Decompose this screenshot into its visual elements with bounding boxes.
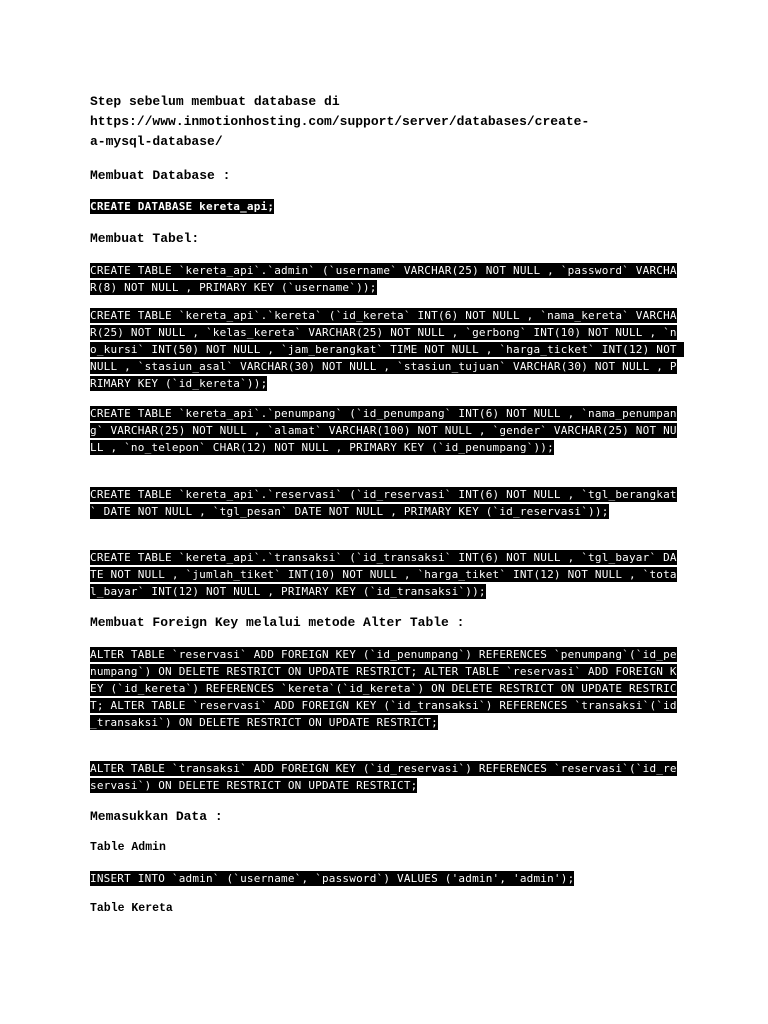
heading-foreign-key: Membuat Foreign Key melalui metode Alter Table : xyxy=(90,615,465,630)
intro-link[interactable]: https://www.inmotionhosting.com/support/server/databases/create- xyxy=(90,114,590,129)
heading-table-admin: Table Admin xyxy=(90,841,166,854)
code-create-table-admin xyxy=(90,262,678,296)
alter-transaksi-sql: ALTER TABLE `transaksi` ADD FOREIGN KEY (`id_reservasi`) REFERENCES `reservasi`(`id_reservasi`) ON DELETE RESTRICT ON UPDATE RESTRICT; xyxy=(90,762,677,792)
code-insert-admin xyxy=(90,870,678,887)
heading-membuat-tabel: Membuat Tabel: xyxy=(90,231,200,246)
code-alter-reservasi xyxy=(90,646,678,731)
code-alter-transaksi xyxy=(90,760,678,794)
heading-memasukkan-data: Memasukkan Data : xyxy=(90,809,223,824)
create-table-reservasi-sql: CREATE TABLE `kereta_api`.`reservasi` (`id_reservasi` INT(6) NOT NULL , `tgl_berangkat` DATE NOT NULL , `tgl_pesan` DATE NOT NULL , PRIMARY KEY (`id_reservasi`)); xyxy=(90,488,677,518)
insert-admin-sql: INSERT INTO `admin` (`username`, `password`) VALUES ('admin', 'admin'); xyxy=(90,872,575,885)
intro-link-continued[interactable]: a-mysql-database/ xyxy=(90,134,223,149)
code-create-table-transaksi xyxy=(90,549,678,600)
code-create-table-kereta xyxy=(90,307,684,392)
create-table-transaksi-sql: CREATE TABLE `kereta_api`.`transaksi` (`id_transaksi` INT(6) NOT NULL , `tgl_bayar` DATE NOT NULL , `jumlah_tiket` INT(10) NOT NULL , `harga_tiket` INT(12) NOT NULL , `total_bayar` INT(12) NOT NULL , PRIMARY KEY (`id_transaksi`)); xyxy=(90,551,677,598)
heading-membuat-database: Membuat Database : xyxy=(90,168,231,183)
alter-reservasi-sql: ALTER TABLE `reservasi` ADD FOREIGN KEY (`id_penumpang`) REFERENCES `penumpang`(`id_penumpang`) ON DELETE RESTRICT ON UPDATE RESTRICT; ALTER TABLE `reservasi` ADD FOREIGN KEY (`id_kereta`) REFERENCES `kereta`(`id_kereta`) ON DELETE RESTRICT ON UPDATE RESTRICT; ALTER TABLE `reservasi` ADD FOREIGN KEY (`id_transaksi`) REFERENCES `transaksi`(`id_transaksi`) ON DELETE RESTRICT ON UPDATE RESTRICT; xyxy=(90,648,677,729)
heading-table-kereta: Table Kereta xyxy=(90,902,173,915)
intro-line-1: Step sebelum membuat database di xyxy=(90,94,340,109)
code-create-table-penumpang xyxy=(90,405,678,456)
create-database-sql: CREATE DATABASE kereta_api; xyxy=(90,200,275,213)
code-create-database xyxy=(90,198,678,215)
create-table-kereta-sql: CREATE TABLE `kereta_api`.`kereta` (`id_kereta` INT(6) NOT NULL , `nama_kereta` VARCHAR(25) NOT NULL , `kelas_kereta` VARCHAR(25) NOT NULL , `gerbong` INT(10) NOT NULL , `no_kursi` INT(50) NOT NULL , `jam_berangkat` TIME NOT NULL , `harga_ticket` INT(12) NOT NULL , `stasiun_asal` VARCHAR(30) NOT NULL , `stasiun_tujuan` VARCHAR(30) NOT NULL , PRIMARY KEY (`id_kereta`)); xyxy=(90,309,684,390)
code-create-table-reservasi xyxy=(90,486,678,520)
intro-text xyxy=(90,92,678,152)
create-table-admin-sql: CREATE TABLE `kereta_api`.`admin` (`username` VARCHAR(25) NOT NULL , `password` VARCHAR(8) NOT NULL , PRIMARY KEY (`username`)); xyxy=(90,264,677,294)
create-table-penumpang-sql: CREATE TABLE `kereta_api`.`penumpang` (`id_penumpang` INT(6) NOT NULL , `nama_penumpang` VARCHAR(25) NOT NULL , `alamat` VARCHAR(100) NOT NULL , `gender` VARCHAR(25) NOT NULL , `no_telepon` CHAR(12) NOT NULL , PRIMARY KEY (`id_penumpang`)); xyxy=(90,407,677,454)
